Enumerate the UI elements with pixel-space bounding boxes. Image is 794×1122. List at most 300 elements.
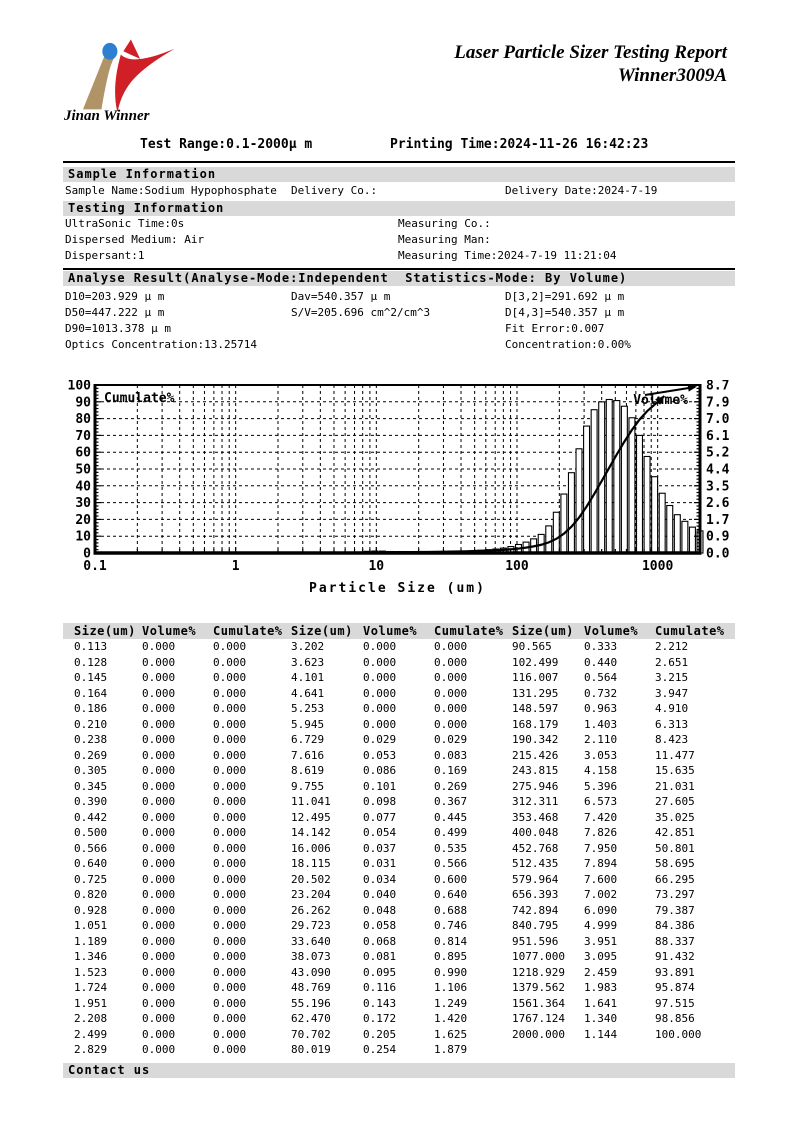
report-title bbox=[307, 41, 727, 87]
d90-value: D90=1013.378 μ m bbox=[65, 322, 171, 335]
table-cell: 5.945 bbox=[291, 717, 325, 731]
table-cell: 0.345 bbox=[74, 779, 108, 793]
table-cell: 0.000 bbox=[142, 795, 176, 809]
table-row bbox=[74, 670, 735, 686]
table-cell: 0.000 bbox=[434, 671, 468, 685]
table-row bbox=[74, 949, 735, 965]
table-cell: 5.396 bbox=[584, 779, 618, 793]
table-cell: 0.068 bbox=[363, 934, 397, 948]
table-cell: 2.651 bbox=[655, 655, 689, 669]
table-cell: 0.928 bbox=[74, 903, 108, 917]
table-cell: 1.641 bbox=[584, 996, 618, 1010]
table-cell: 16.006 bbox=[291, 841, 331, 855]
table-cell: 0.000 bbox=[363, 702, 397, 716]
table-cell: 0.000 bbox=[213, 810, 247, 824]
table-cell: 3.095 bbox=[584, 950, 618, 964]
table-cell: 0.086 bbox=[363, 764, 397, 778]
table-cell: 0.000 bbox=[142, 655, 176, 669]
table-cell: 1.106 bbox=[434, 981, 468, 995]
table-cell: 0.254 bbox=[363, 1043, 397, 1057]
table-cell: 0.000 bbox=[142, 950, 176, 964]
logo-blue-dot bbox=[102, 43, 117, 60]
table-cell: 3.951 bbox=[584, 934, 618, 948]
table-cell: 0.081 bbox=[363, 950, 397, 964]
table-cell: 20.502 bbox=[291, 872, 331, 886]
table-cell: 148.597 bbox=[512, 702, 559, 716]
table-cell: 35.025 bbox=[655, 810, 695, 824]
delivery-date: Delivery Date:2024-7-19 bbox=[505, 184, 658, 197]
table-cell: 55.196 bbox=[291, 996, 331, 1010]
table-cell: 4.999 bbox=[584, 919, 618, 933]
table-cell: 0.000 bbox=[213, 779, 247, 793]
table-cell: 27.605 bbox=[655, 795, 695, 809]
table-cell: 0.000 bbox=[142, 826, 176, 840]
table-cell: 91.432 bbox=[655, 950, 695, 964]
col-header-cumulate: Cumulate% bbox=[655, 624, 725, 638]
dav-value: Dav=540.357 μ m bbox=[291, 290, 391, 303]
right-axis-tick-label: 1.7 bbox=[706, 512, 730, 528]
table-cell: 275.946 bbox=[512, 779, 559, 793]
volume-bar bbox=[621, 406, 627, 553]
table-cell: 88.337 bbox=[655, 934, 695, 948]
table-cell: 0.000 bbox=[213, 981, 247, 995]
right-axis-name: Volume% bbox=[633, 393, 688, 408]
x-axis-title: Particle Size (um) bbox=[309, 581, 486, 596]
table-cell: 7.950 bbox=[584, 841, 618, 855]
table-cell: 0.000 bbox=[434, 702, 468, 716]
table-cell: 512.435 bbox=[512, 857, 559, 871]
table-cell: 1767.124 bbox=[512, 1012, 565, 1026]
volume-bar bbox=[561, 494, 567, 553]
table-row bbox=[74, 825, 735, 841]
table-cell: 80.019 bbox=[291, 1043, 331, 1057]
table-cell: 4.910 bbox=[655, 702, 689, 716]
table-cell: 0.169 bbox=[434, 764, 468, 778]
table-cell: 79.387 bbox=[655, 903, 695, 917]
table-cell: 0.000 bbox=[213, 733, 247, 747]
section-contact-us: Contact us bbox=[63, 1063, 735, 1078]
table-cell: 0.145 bbox=[74, 671, 108, 685]
particle-size-chart bbox=[63, 380, 735, 602]
table-cell: 0.000 bbox=[142, 919, 176, 933]
table-cell: 95.874 bbox=[655, 981, 695, 995]
company-logo bbox=[68, 37, 182, 111]
table-cell: 116.007 bbox=[512, 671, 559, 685]
table-cell: 0.000 bbox=[363, 686, 397, 700]
table-cell: 50.801 bbox=[655, 841, 695, 855]
volume-bar bbox=[644, 456, 650, 553]
table-cell: 7.002 bbox=[584, 888, 618, 902]
right-axis-tick-label: 7.0 bbox=[706, 412, 730, 428]
table-cell: 0.000 bbox=[213, 748, 247, 762]
table-cell: 3.947 bbox=[655, 686, 689, 700]
table-cell: 7.420 bbox=[584, 810, 618, 824]
table-cell: 0.000 bbox=[363, 671, 397, 685]
table-cell: 0.029 bbox=[434, 733, 468, 747]
table-cell: 742.894 bbox=[512, 903, 559, 917]
table-cell: 73.297 bbox=[655, 888, 695, 902]
x-axis-tick-label: 100 bbox=[505, 559, 529, 574]
table-cell: 656.393 bbox=[512, 888, 559, 902]
table-cell: 1.189 bbox=[74, 934, 108, 948]
table-cell: 0.164 bbox=[74, 686, 108, 700]
left-axis-tick-label: 40 bbox=[75, 479, 91, 495]
table-cell: 1.340 bbox=[584, 1012, 618, 1026]
table-cell: 0.445 bbox=[434, 810, 468, 824]
table-cell: 0.535 bbox=[434, 841, 468, 855]
table-cell: 0.113 bbox=[74, 640, 108, 654]
table-cell: 0.000 bbox=[213, 857, 247, 871]
table-cell: 0.000 bbox=[142, 841, 176, 855]
table-row bbox=[74, 996, 735, 1012]
table-cell: 0.000 bbox=[142, 903, 176, 917]
table-cell: 0.000 bbox=[213, 826, 247, 840]
section-analyse-result: Analyse Result(Analyse-Mode:Independent Statistics-Mode: By Volume) bbox=[63, 271, 735, 286]
d10-value: D10=203.929 μ m bbox=[65, 290, 165, 303]
table-cell: 4.641 bbox=[291, 686, 325, 700]
table-cell: 2000.000 bbox=[512, 1027, 565, 1041]
table-cell: 0.640 bbox=[74, 857, 108, 871]
right-axis-tick-label: 3.5 bbox=[706, 479, 730, 495]
table-cell: 215.426 bbox=[512, 748, 559, 762]
printing-time: Printing Time:2024-11-26 16:42:23 bbox=[390, 137, 649, 152]
table-cell: 0.101 bbox=[363, 779, 397, 793]
table-cell: 18.115 bbox=[291, 857, 331, 871]
table-row bbox=[74, 1011, 735, 1027]
test-range: Test Range:0.1-2000μ m bbox=[140, 137, 313, 152]
table-row bbox=[74, 732, 735, 748]
table-row bbox=[74, 810, 735, 826]
table-cell: 0.000 bbox=[213, 1043, 247, 1057]
table-cell: 0.000 bbox=[213, 888, 247, 902]
table-cell: 0.500 bbox=[74, 826, 108, 840]
left-axis-tick-label: 90 bbox=[75, 395, 91, 411]
right-axis-tick-label: 4.4 bbox=[706, 462, 730, 478]
table-cell: 0.000 bbox=[142, 686, 176, 700]
table-cell: 0.000 bbox=[142, 981, 176, 995]
x-axis-tick-label: 1000 bbox=[641, 559, 674, 574]
table-row bbox=[74, 887, 735, 903]
section-sample-information: Sample Information bbox=[63, 167, 735, 182]
table-cell: 0.000 bbox=[213, 671, 247, 685]
table-cell: 0.083 bbox=[434, 748, 468, 762]
volume-bar bbox=[584, 426, 590, 553]
table-cell bbox=[655, 1042, 735, 1058]
measuring-time: Measuring Time:2024-7-19 11:21:04 bbox=[398, 249, 617, 262]
table-cell: 0.814 bbox=[434, 934, 468, 948]
table-cell: 0.000 bbox=[142, 717, 176, 731]
table-row bbox=[74, 717, 735, 733]
table-cell: 579.964 bbox=[512, 872, 559, 886]
table-cell: 9.755 bbox=[291, 779, 325, 793]
table-cell: 1.346 bbox=[74, 950, 108, 964]
optics-concentration: Optics Concentration:13.25714 bbox=[65, 338, 258, 351]
table-cell: 0.000 bbox=[142, 671, 176, 685]
volume-bar bbox=[553, 512, 559, 553]
table-cell: 0.000 bbox=[213, 640, 247, 654]
table-cell: 1.523 bbox=[74, 965, 108, 979]
table-cell: 0.000 bbox=[142, 996, 176, 1010]
table-row bbox=[74, 701, 735, 717]
table-cell: 38.073 bbox=[291, 950, 331, 964]
left-axis-tick-label: 30 bbox=[75, 496, 91, 512]
table-cell: 3.053 bbox=[584, 748, 618, 762]
volume-bar bbox=[637, 435, 643, 553]
table-cell: 0.000 bbox=[142, 1043, 176, 1057]
table-cell: 3.623 bbox=[291, 655, 325, 669]
table-cell: 0.000 bbox=[213, 1012, 247, 1026]
table-cell: 0.000 bbox=[213, 1027, 247, 1041]
table-cell: 0.640 bbox=[434, 888, 468, 902]
volume-bar bbox=[652, 477, 658, 553]
measuring-man: Measuring Man: bbox=[398, 233, 491, 246]
table-row bbox=[74, 872, 735, 888]
table-cell: 7.616 bbox=[291, 748, 325, 762]
table-cell: 14.142 bbox=[291, 826, 331, 840]
table-cell: 0.333 bbox=[584, 640, 618, 654]
x-axis-tick-label: 0.1 bbox=[83, 559, 107, 574]
table-cell: 0.000 bbox=[213, 872, 247, 886]
table-cell: 190.342 bbox=[512, 733, 559, 747]
logo-red-flag bbox=[123, 40, 140, 59]
table-cell: 0.000 bbox=[213, 702, 247, 716]
table-cell: 0.499 bbox=[434, 826, 468, 840]
left-axis-tick-label: 100 bbox=[67, 380, 91, 394]
table-row bbox=[74, 779, 735, 795]
left-axis-tick-label: 60 bbox=[75, 445, 91, 461]
table-row bbox=[74, 1027, 735, 1043]
table-cell: 0.172 bbox=[363, 1012, 397, 1026]
table-cell: 131.295 bbox=[512, 686, 559, 700]
concentration: Concentration:0.00% bbox=[505, 338, 631, 351]
col-header-sizeum: Size(um) bbox=[291, 624, 353, 638]
table-cell: 0.000 bbox=[142, 764, 176, 778]
table-cell: 0.000 bbox=[142, 872, 176, 886]
table-cell: 0.000 bbox=[142, 1012, 176, 1026]
table-cell: 0.238 bbox=[74, 733, 108, 747]
table-cell: 0.000 bbox=[142, 934, 176, 948]
volume-bar bbox=[614, 401, 620, 553]
table-cell: 0.116 bbox=[363, 981, 397, 995]
delivery-co: Delivery Co.: bbox=[291, 184, 378, 197]
table-cell: 0.000 bbox=[213, 950, 247, 964]
table-head bbox=[74, 623, 735, 639]
table-cell: 840.795 bbox=[512, 919, 559, 933]
table-row bbox=[74, 841, 735, 857]
volume-bar bbox=[667, 506, 673, 553]
table-cell: 0.600 bbox=[434, 872, 468, 886]
table-cell: 58.695 bbox=[655, 857, 695, 871]
table-cell: 0.746 bbox=[434, 919, 468, 933]
col-header-volume: Volume% bbox=[584, 624, 639, 638]
table-cell: 8.619 bbox=[291, 764, 325, 778]
table-cell: 0.000 bbox=[363, 655, 397, 669]
table-cell: 12.495 bbox=[291, 810, 331, 824]
table-cell: 400.048 bbox=[512, 826, 559, 840]
table-cell: 11.041 bbox=[291, 795, 331, 809]
table-cell: 0.000 bbox=[142, 748, 176, 762]
table-cell: 90.565 bbox=[512, 640, 552, 654]
volume-bar bbox=[606, 399, 612, 553]
table-cell: 0.440 bbox=[584, 655, 618, 669]
table-cell: 1.144 bbox=[584, 1027, 618, 1041]
table-cell: 7.600 bbox=[584, 872, 618, 886]
col-header-sizeum: Size(um) bbox=[74, 624, 136, 638]
table-cell: 3.202 bbox=[291, 640, 325, 654]
table-cell: 0.000 bbox=[213, 686, 247, 700]
table-cell: 70.702 bbox=[291, 1027, 331, 1041]
volume-bar bbox=[591, 410, 597, 553]
table-cell: 1.625 bbox=[434, 1027, 468, 1041]
volume-bar bbox=[629, 418, 635, 553]
report-title-line1: Laser Particle Sizer Testing Report bbox=[454, 42, 727, 63]
table-cell bbox=[584, 1042, 655, 1058]
sample-name: Sample Name:Sodium Hypophosphate bbox=[65, 184, 277, 197]
table-cell: 0.000 bbox=[142, 1027, 176, 1041]
right-axis-tick-label: 7.9 bbox=[706, 395, 730, 411]
table-cell: 0.000 bbox=[213, 903, 247, 917]
table-cell: 97.515 bbox=[655, 996, 695, 1010]
table-cell: 0.077 bbox=[363, 810, 397, 824]
table-row bbox=[74, 965, 735, 981]
table-cell: 0.000 bbox=[213, 996, 247, 1010]
table-row bbox=[74, 903, 735, 919]
table-cell: 0.031 bbox=[363, 857, 397, 871]
table-cell: 4.101 bbox=[291, 671, 325, 685]
table-cell: 1379.562 bbox=[512, 981, 565, 995]
table-cell: 0.095 bbox=[363, 965, 397, 979]
table-cell: 0.000 bbox=[142, 857, 176, 871]
table-cell: 0.820 bbox=[74, 888, 108, 902]
table-cell: 0.000 bbox=[213, 655, 247, 669]
left-axis-tick-label: 0 bbox=[83, 546, 91, 562]
table-cell: 353.468 bbox=[512, 810, 559, 824]
table-cell: 3.215 bbox=[655, 671, 689, 685]
table-cell: 23.204 bbox=[291, 888, 331, 902]
table-cell: 0.186 bbox=[74, 702, 108, 716]
table-cell: 0.000 bbox=[434, 640, 468, 654]
table-cell: 1.951 bbox=[74, 996, 108, 1010]
table-cell: 0.000 bbox=[434, 655, 468, 669]
col-header-cumulate: Cumulate% bbox=[434, 624, 504, 638]
volume-bar bbox=[674, 515, 680, 553]
table-cell: 21.031 bbox=[655, 779, 695, 793]
table-cell: 1.420 bbox=[434, 1012, 468, 1026]
dispersed-medium: Dispersed Medium: Air bbox=[65, 233, 205, 246]
left-axis-tick-label: 10 bbox=[75, 529, 91, 545]
table-cell: 1561.364 bbox=[512, 996, 565, 1010]
table-cell: 2.110 bbox=[584, 733, 618, 747]
table-cell: 100.000 bbox=[655, 1027, 702, 1041]
table-body bbox=[74, 639, 735, 1058]
table-cell: 0.000 bbox=[213, 764, 247, 778]
table-cell: 0.990 bbox=[434, 965, 468, 979]
table-cell: 1.983 bbox=[584, 981, 618, 995]
table-cell: 1077.000 bbox=[512, 950, 565, 964]
table-cell: 0.034 bbox=[363, 872, 397, 886]
right-axis-tick-label: 2.6 bbox=[706, 496, 730, 512]
table-row bbox=[74, 856, 735, 872]
table-cell: 312.311 bbox=[512, 795, 559, 809]
table-cell: 102.499 bbox=[512, 655, 559, 669]
table-cell: 0.000 bbox=[213, 841, 247, 855]
table-cell: 0.895 bbox=[434, 950, 468, 964]
table-cell: 0.054 bbox=[363, 826, 397, 840]
d50-value: D50=447.222 μ m bbox=[65, 306, 165, 319]
table-cell: 6.313 bbox=[655, 717, 689, 731]
d32-value: D[3,2]=291.692 μ m bbox=[505, 290, 625, 303]
table-cell: 26.262 bbox=[291, 903, 331, 917]
table-cell: 0.053 bbox=[363, 748, 397, 762]
dispersant: Dispersant:1 bbox=[65, 249, 145, 262]
table-cell: 0.000 bbox=[363, 640, 397, 654]
table-cell: 0.725 bbox=[74, 872, 108, 886]
table-cell: 7.894 bbox=[584, 857, 618, 871]
table-cell: 15.635 bbox=[655, 764, 695, 778]
table-cell: 93.891 bbox=[655, 965, 695, 979]
table-cell: 33.640 bbox=[291, 934, 331, 948]
table-cell: 0.000 bbox=[213, 934, 247, 948]
table-cell: 1.879 bbox=[434, 1043, 468, 1057]
table-row bbox=[74, 980, 735, 996]
table-row bbox=[74, 1042, 735, 1058]
left-axis-tick-label: 50 bbox=[75, 462, 91, 478]
fit-error: Fit Error:0.007 bbox=[505, 322, 605, 335]
table-cell: 0.269 bbox=[74, 748, 108, 762]
table-cell: 66.295 bbox=[655, 872, 695, 886]
table-cell: 0.000 bbox=[142, 888, 176, 902]
table-cell: 0.566 bbox=[434, 857, 468, 871]
table-cell: 8.423 bbox=[655, 733, 689, 747]
right-axis-tick-label: 5.2 bbox=[706, 445, 730, 461]
table-cell: 84.386 bbox=[655, 919, 695, 933]
left-axis-tick-label: 80 bbox=[75, 412, 91, 428]
report-title-line2: Winner3009A bbox=[617, 65, 727, 86]
table-cell: 0.143 bbox=[363, 996, 397, 1010]
divider bbox=[63, 268, 735, 270]
table-cell: 0.442 bbox=[74, 810, 108, 824]
table-cell: 4.158 bbox=[584, 764, 618, 778]
table-cell: 0.000 bbox=[434, 686, 468, 700]
table-cell: 0.000 bbox=[213, 795, 247, 809]
volume-bar bbox=[659, 493, 665, 553]
left-axis-tick-label: 20 bbox=[75, 512, 91, 528]
measuring-co: Measuring Co.: bbox=[398, 217, 491, 230]
table-row bbox=[74, 748, 735, 764]
col-header-sizeum: Size(um) bbox=[512, 624, 574, 638]
x-axis-tick-label: 10 bbox=[368, 559, 385, 574]
ultrasonic-time: UltraSonic Time:0s bbox=[65, 217, 185, 230]
table-cell: 0.000 bbox=[363, 717, 397, 731]
table-cell: 0.564 bbox=[584, 671, 618, 685]
table-cell: 0.732 bbox=[584, 686, 618, 700]
section-testing-information: Testing Information bbox=[63, 201, 735, 216]
volume-bar bbox=[568, 473, 574, 553]
table-cell: 0.128 bbox=[74, 655, 108, 669]
table-cell: 0.000 bbox=[213, 717, 247, 731]
table-cell: 0.210 bbox=[74, 717, 108, 731]
table-cell: 0.000 bbox=[142, 810, 176, 824]
table-cell: 0.000 bbox=[142, 965, 176, 979]
volume-bar bbox=[682, 521, 688, 553]
volume-bar bbox=[689, 527, 695, 553]
table-cell: 6.573 bbox=[584, 795, 618, 809]
table-cell: 0.098 bbox=[363, 795, 397, 809]
table-cell: 0.000 bbox=[213, 919, 247, 933]
d43-value: D[4,3]=540.357 μ m bbox=[505, 306, 625, 319]
logo-red-swoosh bbox=[115, 49, 175, 111]
table-cell: 48.769 bbox=[291, 981, 331, 995]
